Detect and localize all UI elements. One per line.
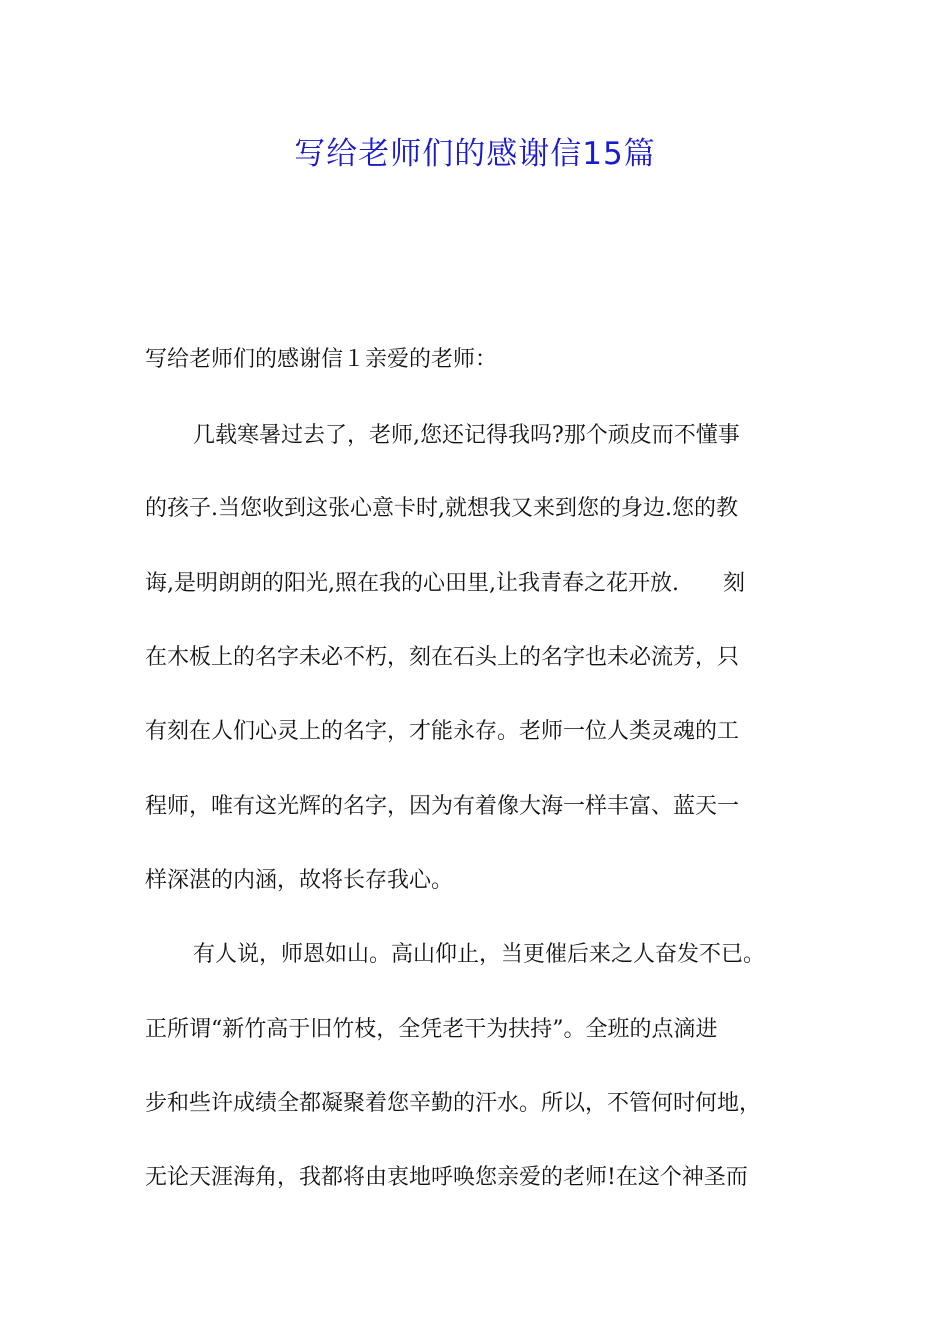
body-line: 在木板上的名字未必不朽，刻在石头上的名字也未必流芳，只 (145, 645, 740, 670)
body-line: 的孩子.当您收到这张心意卡时,就想我又来到您的身边.您的教 (145, 496, 738, 521)
body-line: 有刻在人们心灵上的名字，才能永存。老师一位人类灵魂的工 (145, 719, 740, 744)
document-title: 写给老师们的感谢信15篇 (294, 136, 656, 172)
body-line: 样深湛的内涵，故将长存我心。 (145, 868, 454, 893)
body-line: 有人说，师恩如山。高山仰止，当更催后来之人奋发不已。 (193, 942, 766, 967)
body-line: 诲,是明朗朗的阳光,照在我的心田里,让我青春之花开放. 刻 (145, 571, 745, 596)
body-line: 几载寒暑过去了，老师,您还记得我吗?那个顽皮而不懂事 (193, 423, 740, 448)
body-line: 程师，唯有这光辉的名字，因为有着像大海一样丰富、蓝天一 (145, 794, 740, 819)
body-line: 正所谓“新竹高于旧竹枝，全凭老干为扶持”。全班的点滴进 (145, 1017, 718, 1042)
body-line: 无论天涯海角，我都将由衷地呼唤您亲爱的老师!在这个神圣而 (145, 1165, 748, 1190)
body-line: 步和些许成绩全都凝聚着您辛勤的汗水。所以，不管何时何地， (145, 1091, 762, 1116)
salutation-line: 写给老师们的感谢信１亲爱的老师： (145, 347, 498, 372)
